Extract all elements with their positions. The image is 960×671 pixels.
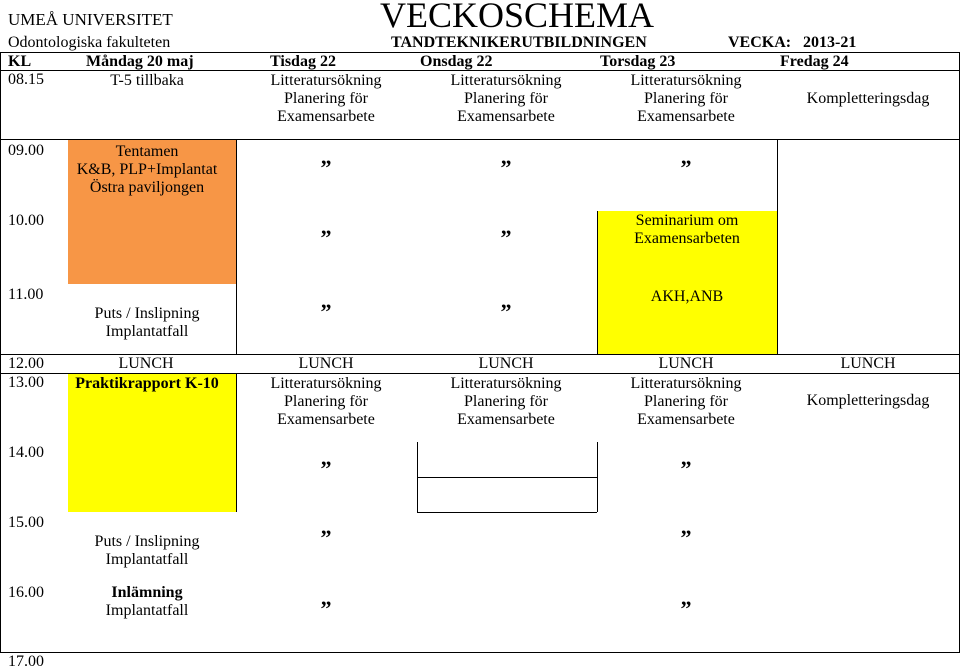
study-line-2: Planering för — [644, 90, 728, 107]
thu-0815-block — [630, 72, 741, 126]
lunch-thu: LUNCH — [658, 355, 714, 372]
time-0900: 09.00 — [8, 142, 44, 159]
program-name: TANDTEKNIKERUTBILDNINGEN — [391, 34, 647, 51]
lunch-wed: LUNCH — [478, 355, 534, 372]
week-label: VECKA: — [728, 34, 792, 51]
seminar-line-1: Seminarium om — [635, 212, 739, 229]
akh-text: AKH,ANB — [650, 288, 724, 305]
ditto-mark: ” — [500, 225, 512, 250]
col-tuesday: Tisdag 22 — [270, 53, 336, 70]
inlamning-line-1: Inlämning — [111, 584, 183, 601]
time-1500: 15.00 — [8, 514, 44, 531]
exam-line-1: Tentamen — [115, 143, 179, 160]
fri-1300-text: Kompletteringsdag — [806, 392, 930, 409]
university-name: UMEÅ UNIVERSITET — [8, 10, 173, 29]
tue-1300-block — [270, 375, 381, 429]
study-line-3: Examensarbete — [637, 411, 735, 428]
study-line-2: Planering för — [464, 90, 548, 107]
puts-line-2: Implantatfall — [105, 323, 189, 340]
ditto-mark: ” — [320, 155, 332, 180]
ditto-mark: ” — [320, 299, 332, 324]
study-line-3: Examensarbete — [457, 108, 555, 125]
study-line-3: Examensarbete — [637, 108, 735, 125]
study-line-1: Litteratursökning — [450, 375, 562, 392]
ditto-mark: ” — [500, 299, 512, 324]
seminar-text — [634, 212, 740, 248]
ditto-mark: ” — [320, 456, 332, 481]
ditto-mark: ” — [680, 456, 692, 481]
exam-line-2: K&B, PLP+Implantat — [76, 161, 218, 178]
week-value: 2013-21 — [803, 34, 857, 51]
tue-0815-block — [270, 72, 381, 126]
ditto-mark: ” — [500, 155, 512, 180]
time-0815: 08.15 — [8, 71, 44, 88]
puts-line-2: Implantatfall — [105, 551, 189, 568]
lunch-tue: LUNCH — [298, 355, 354, 372]
ditto-mark: ” — [320, 225, 332, 250]
ditto-mark: ” — [320, 596, 332, 621]
col-thursday: Torsdag 23 — [600, 53, 676, 70]
praktik-text: Praktikrapport K-10 — [75, 375, 219, 392]
study-line-3: Examensarbete — [277, 108, 375, 125]
ditto-mark: ” — [320, 525, 332, 550]
ditto-mark: ” — [680, 155, 692, 180]
lunch-mon: LUNCH — [118, 355, 174, 372]
mon-0815-text: T-5 tillbaka — [110, 72, 184, 89]
seminar-line-2: Examensarbeten — [634, 230, 740, 247]
study-line-2: Planering för — [284, 90, 368, 107]
puts-afternoon-text — [95, 533, 200, 569]
time-1300: 13.00 — [8, 374, 44, 391]
study-line-1: Litteratursökning — [630, 375, 742, 392]
time-1600: 16.00 — [8, 584, 44, 601]
study-line-1: Litteratursökning — [450, 72, 562, 89]
puts-line-1: Puts / Inslipning — [94, 305, 200, 322]
col-wednesday: Onsdag 22 — [420, 53, 493, 70]
study-line-1: Litteratursökning — [630, 72, 742, 89]
study-line-2: Planering för — [644, 393, 728, 410]
study-line-2: Planering för — [284, 393, 368, 410]
col-time: KL — [8, 53, 32, 70]
col-monday: Måndag 20 maj — [86, 53, 194, 70]
wed-1300-block — [450, 375, 561, 429]
thu-1300-block — [630, 375, 741, 429]
praktik-block — [68, 374, 236, 512]
time-1000: 10.00 — [8, 212, 44, 229]
wed-0815-block — [450, 72, 561, 126]
ditto-mark: ” — [680, 596, 692, 621]
exam-line-3: Östra paviljongen — [89, 179, 205, 196]
puts-line-1: Puts / Inslipning — [94, 533, 200, 550]
time-1700: 17.00 — [8, 653, 44, 670]
lunch-fri: LUNCH — [840, 355, 896, 372]
inlamning-text — [106, 584, 189, 620]
time-1400: 14.00 — [8, 444, 44, 461]
col-friday: Fredag 24 — [780, 53, 849, 70]
exam-text — [77, 143, 218, 197]
study-line-2: Planering för — [464, 393, 548, 410]
faculty-name: Odontologiska fakulteten — [8, 34, 171, 51]
study-line-3: Examensarbete — [457, 411, 555, 428]
study-line-1: Litteratursökning — [270, 375, 382, 392]
study-line-3: Examensarbete — [277, 411, 375, 428]
ditto-mark: ” — [680, 525, 692, 550]
page-title: VECKOSCHEMA — [380, 0, 655, 35]
time-1200: 12.00 — [8, 355, 44, 372]
inlamning-line-2: Implantatfall — [105, 602, 189, 619]
puts-morning-text — [95, 305, 200, 341]
study-line-1: Litteratursökning — [270, 72, 382, 89]
time-1100: 11.00 — [8, 286, 44, 303]
fri-0815-text: Kompletteringsdag — [806, 90, 930, 107]
